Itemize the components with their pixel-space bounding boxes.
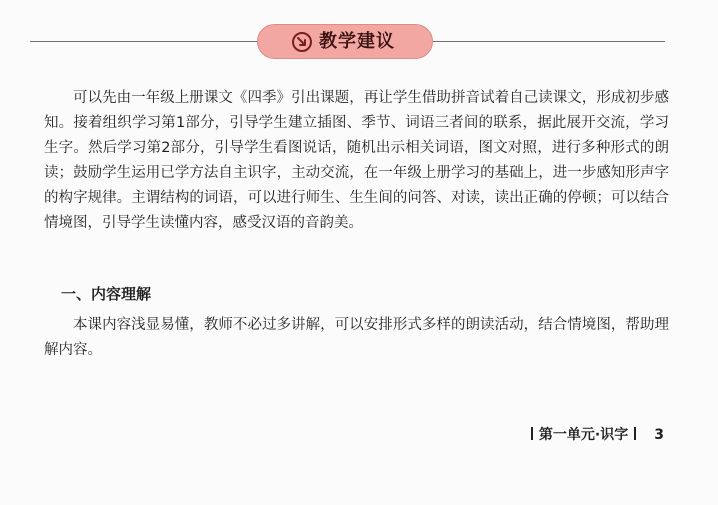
header-rule-right [433, 41, 665, 42]
header-rule-left [30, 41, 275, 42]
page-number: 3 [654, 427, 664, 443]
footer-divider [634, 427, 636, 440]
page-footer [525, 425, 664, 445]
footer-divider [531, 427, 533, 440]
section-title: 教学建议 [319, 31, 395, 52]
footer-unit-label: 第一单元·识字 [538, 427, 629, 443]
content-heading: 一、内容理解 [61, 285, 152, 303]
down-right-arrow-icon [292, 32, 312, 52]
content-paragraph: 本课内容浅显易懂，教师不必过多讲解，可以安排形式多样的朗读活动，结合情境图，帮助理解内容。 [44, 317, 669, 358]
intro-paragraph: 可以先由一年级上册课文《四季》引出课题，再让学生借助拼音试着自己读课文，形成初步感知。接着组织学习第1部分，引导学生建立插图、季节、词语三者间的联系，据此展开交流，学习生字。然后学习第2部分，引导学生看图说话，随机出示相关词语，图文对照，进行多种形式的朗读；鼓励学生运用已学方法自主识字，主动交流，在一年级上册学习的基础上，进一步感知形声字的构字规律。主谓结构的词语，可以进行师生、生生间的问答、对读，读出正确的停顿；可以结合情境图，引导学生读懂内容，感受汉语的音韵美。 [44, 90, 669, 231]
